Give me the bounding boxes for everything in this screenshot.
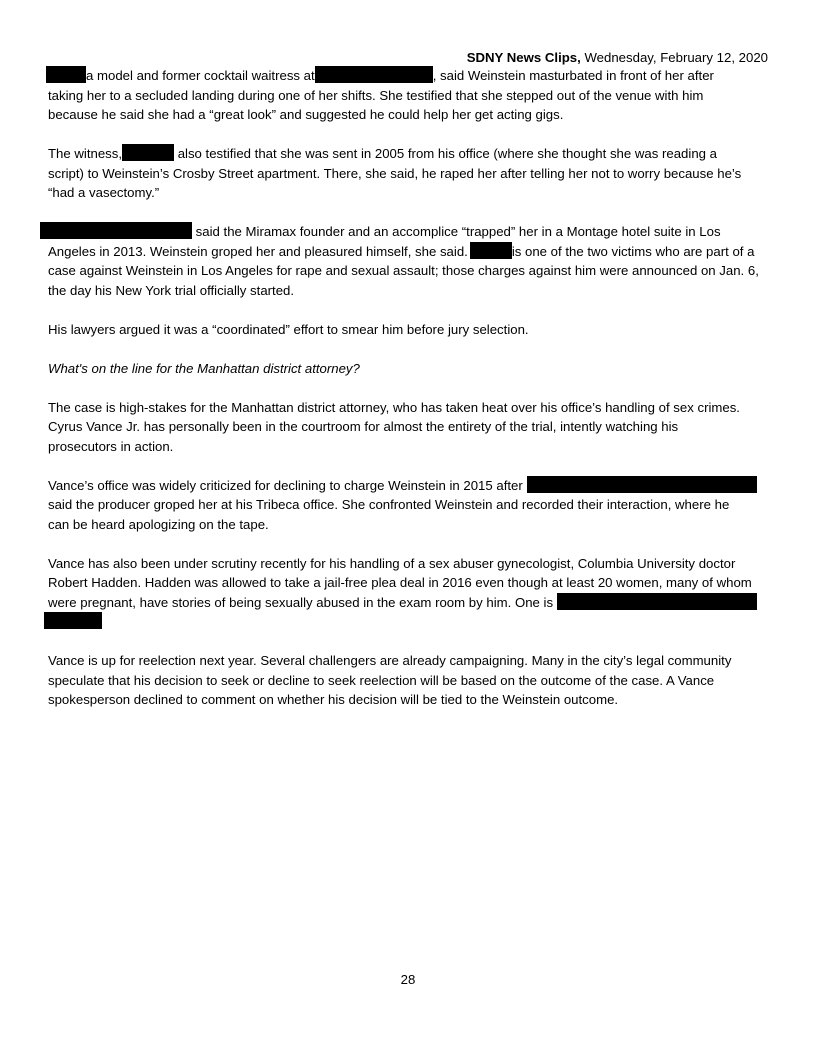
page-number: 28	[400, 972, 416, 987]
paragraph-7: Vance has also been under scrutiny recently for his handling of a sex abuser gynecologist, Columbia University doctor Robert Hadden. Hadden was allowed to take a jail-free plea deal in 2016 even though at least 20 women, many of whom were pregnant, have stories of being sexually abused in the exam room by him. One is	[48, 554, 772, 632]
paragraph-3: said the Miramax founder and an accomplice “trapped” her in a Montage hotel suite in Los Angeles in 2013. Weinstein groped her and pleasured himself, she said. is one of the two victims who are part of a case against Weinstein in Los Angeles for rape and sexual assault; those charges against him were announced on Jan. 6, the day his New York trial officially started.	[48, 222, 772, 300]
paragraph-2: The witness, also testified that she was sent in 2005 from his office (where she thought she was reading a script) to Weinstein’s Crosby Street apartment. There, she said, he raped her after telling her not to worry because he’s “had a vasectomy.”	[48, 146, 742, 200]
publication-name: SDNY News Clips,	[466, 50, 581, 65]
redaction-box	[122, 144, 174, 161]
article-body	[48, 66, 772, 710]
redaction-box	[46, 66, 86, 83]
redaction-box	[470, 242, 512, 259]
paragraph-4: His lawyers argued it was a “coordinated” effort to smear him before jury selection.	[48, 321, 529, 337]
section-subheading: What's on the line for the Manhattan district attorney?	[48, 360, 360, 376]
page-header	[467, 49, 768, 67]
paragraph-8: Vance is up for reelection next year. Several challengers are already campaigning. Many in the city’s legal community speculate that his decision to seek or decline to seek reelection will be based on the outcome of the case. A Vance spokesperson declined to comment on whether his decision will be tied to the Weinstein outcome.	[48, 653, 732, 707]
redaction-box	[44, 612, 102, 629]
paragraph-6: Vance’s office was widely criticized for declining to charge Weinstein in 2015 after said the producer groped her at his Tribeca office. She confronted Weinstein and recorded their interaction, where he can be heard apologizing on the tape.	[48, 476, 772, 535]
redaction-box	[527, 476, 757, 493]
redaction-box	[40, 222, 192, 239]
redaction-box	[557, 593, 757, 610]
redaction-box	[315, 66, 433, 83]
publication-date: Wednesday, February 12, 2020	[584, 50, 768, 65]
paragraph-1: a model and former cocktail waitress at , said Weinstein masturbated in front of her after taking her to a secluded landing during one of her shifts. She testified that she stepped out of the venue with him because he said she had a “great look” and suggested he could help her get acting gigs.	[48, 68, 714, 122]
paragraph-5: The case is high-stakes for the Manhattan district attorney, who has taken heat over his office’s handling of sex crimes. Cyrus Vance Jr. has personally been in the courtroom for almost the entirety of the trial, intently watching his prosecutors in action.	[48, 399, 740, 454]
